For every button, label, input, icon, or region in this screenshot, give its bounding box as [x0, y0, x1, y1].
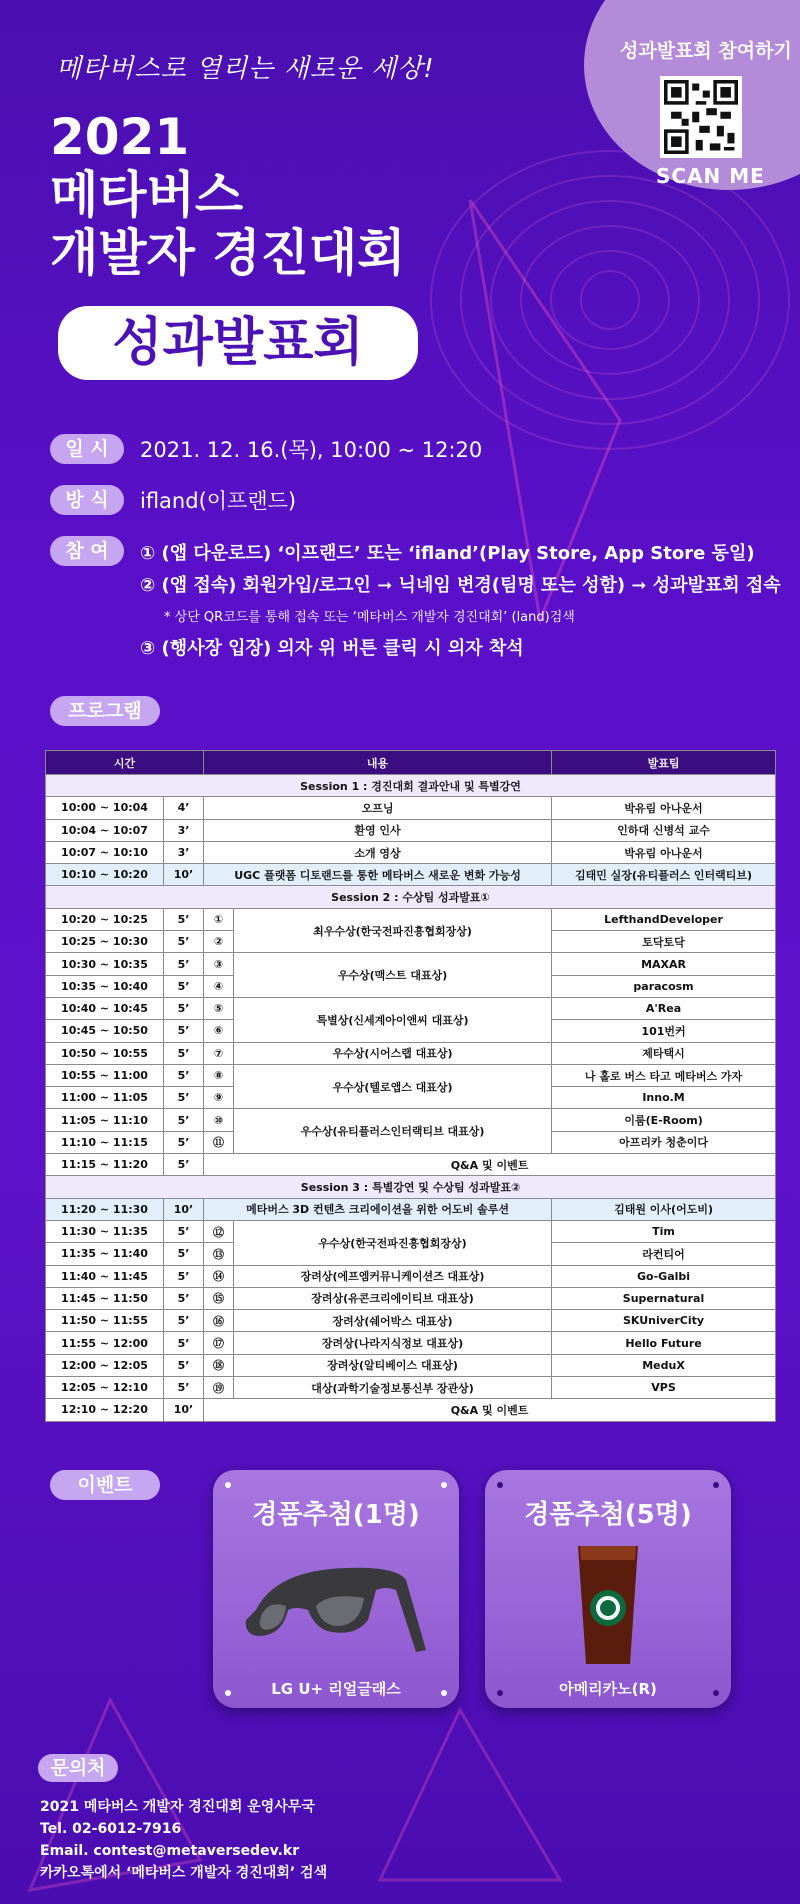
- duration-cell: 5’: [164, 1064, 204, 1086]
- time-cell: 10:10 ~ 10:20: [46, 864, 164, 886]
- duration-cell: 5’: [164, 1131, 204, 1153]
- time-cell: 10:20 ~ 10:25: [46, 908, 164, 930]
- time-cell: 10:50 ~ 10:55: [46, 1042, 164, 1064]
- team-cell: A'Rea: [552, 997, 776, 1019]
- join-step-1: ① (앱 다운로드) ‘이프랜드’ 또는 ‘ifland’(Play Store, App Store 동일): [140, 543, 755, 564]
- qr-code-icon: [664, 80, 738, 154]
- duration-cell: 5’: [164, 997, 204, 1019]
- time-cell: 11:40 ~ 11:45: [46, 1265, 164, 1287]
- time-cell: 11:15 ~ 11:20: [46, 1154, 164, 1176]
- card-dot: [441, 1482, 447, 1488]
- duration-cell: 5’: [164, 1265, 204, 1287]
- duration-cell: 5’: [164, 931, 204, 953]
- title-line-metaverse: 메타버스: [50, 166, 244, 224]
- scan-me-label: SCAN ME: [656, 164, 765, 188]
- join-tag: 참 여: [50, 536, 124, 566]
- date-text: 2021. 12. 16.(목), 10:00 ~ 12:20: [140, 438, 483, 462]
- contact-email[interactable]: Email. contest@metaversedev.kr: [40, 1843, 300, 1859]
- number-cell: ⑮: [204, 1287, 234, 1309]
- table-row: [46, 1198, 776, 1220]
- info-method: [50, 485, 296, 515]
- time-cell: 10:00 ~ 10:04: [46, 797, 164, 819]
- team-cell: MAXAR: [552, 953, 776, 975]
- number-cell: ⑫: [204, 1220, 234, 1242]
- contact-org: 2021 메타버스 개발자 경진대회 운영사무국: [40, 1799, 315, 1815]
- americano-image: [508, 1540, 708, 1670]
- team-cell: 토닥토닥: [552, 931, 776, 953]
- header-time: 시간: [46, 751, 204, 775]
- contact-tag: 문의처: [38, 1754, 118, 1782]
- duration-cell: 5’: [164, 1377, 204, 1399]
- number-cell: ③: [204, 953, 234, 975]
- number-cell: ⑱: [204, 1354, 234, 1376]
- table-row: [46, 1265, 776, 1287]
- session-row: [46, 1176, 776, 1198]
- duration-cell: 5’: [164, 1354, 204, 1376]
- number-cell: ⑪: [204, 1131, 234, 1153]
- team-cell: 아프리카 청춘이다: [552, 1131, 776, 1153]
- team-cell: VPS: [552, 1377, 776, 1399]
- number-cell: ⑬: [204, 1243, 234, 1265]
- content-cell: UGC 플랫폼 디토랜드를 통한 메타버스 새로운 변화 가능성: [204, 864, 552, 886]
- team-cell: 이룸(E-Room): [552, 1109, 776, 1131]
- duration-cell: 5’: [164, 1020, 204, 1042]
- team-cell: 라컨티어: [552, 1243, 776, 1265]
- duration-cell: 3’: [164, 819, 204, 841]
- table-row: [46, 908, 776, 930]
- join-step-2: ② (앱 접속) 회원가입/로그인 ➞ 닉네임 변경(팀명 또는 성함) ➞ 성과발표회 접속: [140, 575, 781, 596]
- time-cell: 11:35 ~ 11:40: [46, 1243, 164, 1265]
- team-cell: LefthandDeveloper: [552, 908, 776, 930]
- info-date: [50, 434, 482, 464]
- duration-cell: 5’: [164, 1042, 204, 1064]
- prize-1-label: LG U+ 리얼글래스: [271, 1680, 401, 1698]
- award-cell: 우수상(텔로앱스 대표상): [234, 1064, 552, 1109]
- header-team: 발표팀: [552, 751, 776, 775]
- card-dot: [225, 1482, 231, 1488]
- team-cell: Inno.M: [552, 1087, 776, 1109]
- award-cell: 특별상(신세계아이앤씨 대표상): [234, 997, 552, 1042]
- number-cell: ⑥: [204, 1020, 234, 1042]
- table-row: [46, 1154, 776, 1176]
- time-cell: 10:25 ~ 10:30: [46, 931, 164, 953]
- session-3-title: Session 3 : 특별강연 및 수상팀 성과발표②: [46, 1176, 776, 1198]
- table-row: [46, 1310, 776, 1332]
- team-cell: 101번커: [552, 1020, 776, 1042]
- session-1-title: Session 1 : 경진대회 결과안내 및 특별강연: [46, 775, 776, 797]
- session-row: [46, 886, 776, 908]
- team-cell: Hello Future: [552, 1332, 776, 1354]
- time-cell: 10:35 ~ 10:40: [46, 975, 164, 997]
- award-cell: 우수상(유티플러스인터랙티브 대표상): [234, 1109, 552, 1154]
- prize-2-title: 경품추첨(5명): [524, 1500, 692, 1530]
- time-cell: 11:50 ~ 11:55: [46, 1310, 164, 1332]
- program-tag: 프로그램: [50, 696, 160, 726]
- prize-card-1: [213, 1470, 459, 1708]
- award-cell: 우수상(맥스트 대표상): [234, 953, 552, 998]
- award-cell: 장려상(에프엠커뮤니케이션즈 대표상): [234, 1265, 552, 1287]
- time-cell: 10:30 ~ 10:35: [46, 953, 164, 975]
- event-tag: 이벤트: [50, 1470, 160, 1500]
- duration-cell: 5’: [164, 1310, 204, 1332]
- method-text: ifland(이프랜드): [140, 489, 297, 513]
- duration-cell: 10’: [164, 1399, 204, 1421]
- table-row: [46, 841, 776, 863]
- time-cell: 11:10 ~ 11:15: [46, 1131, 164, 1153]
- number-cell: ⑤: [204, 997, 234, 1019]
- duration-cell: 5’: [164, 1109, 204, 1131]
- time-cell: 10:55 ~ 11:00: [46, 1064, 164, 1086]
- team-cell: SKUniverCity: [552, 1310, 776, 1332]
- page-title: [50, 108, 406, 282]
- contact-kakao: 카카오톡에서 ‘메타버스 개발자 경진대회’ 검색: [40, 1865, 328, 1881]
- duration-cell: 5’: [164, 1332, 204, 1354]
- team-cell: 나 홀로 버스 타고 메타버스 가자: [552, 1064, 776, 1086]
- number-cell: ⑩: [204, 1109, 234, 1131]
- prize-card-2: [485, 1470, 731, 1708]
- date-tag: 일 시: [50, 434, 124, 464]
- program-table: [45, 750, 776, 1422]
- award-cell: 대상(과학기술정보통신부 장관상): [234, 1377, 552, 1399]
- team-cell: 인하대 신병석 교수: [552, 819, 776, 841]
- prize-1-title: 경품추첨(1명): [252, 1500, 420, 1530]
- time-cell: 11:30 ~ 11:35: [46, 1220, 164, 1242]
- award-cell: 우수상(시어스랩 대표상): [234, 1042, 552, 1064]
- time-cell: 10:07 ~ 10:10: [46, 841, 164, 863]
- award-cell: 장려상(유콘크리에이티브 대표상): [234, 1287, 552, 1309]
- table-row: [46, 1220, 776, 1242]
- join-note: * 상단 QR코드를 통해 접속 또는 ‘메타버스 개발자 경진대회’ (land)검색: [164, 610, 575, 625]
- duration-cell: 5’: [164, 1243, 204, 1265]
- team-cell: paracosm: [552, 975, 776, 997]
- content-cell: 메타버스 3D 컨텐츠 크리에이션을 위한 어도비 솔루션: [204, 1198, 552, 1220]
- number-cell: ⑧: [204, 1064, 234, 1086]
- method-tag: 방 식: [50, 485, 124, 515]
- time-cell: 11:55 ~ 12:00: [46, 1332, 164, 1354]
- number-cell: ⑰: [204, 1332, 234, 1354]
- team-cell: Go-Galbi: [552, 1265, 776, 1287]
- number-cell: ⑯: [204, 1310, 234, 1332]
- card-dot: [497, 1482, 503, 1488]
- title-line-year: 2021: [50, 108, 190, 166]
- prize-2-label: 아메리카노(R): [559, 1680, 657, 1698]
- number-cell: ⑦: [204, 1042, 234, 1064]
- join-step-3: ③ (행사장 입장) 의자 위 버튼 클릭 시 의자 착석: [140, 638, 524, 659]
- content-cell: 소개 영상: [204, 841, 552, 863]
- team-cell: MeduX: [552, 1354, 776, 1376]
- time-cell: 12:10 ~ 12:20: [46, 1399, 164, 1421]
- time-cell: 10:04 ~ 10:07: [46, 819, 164, 841]
- info-join: [50, 536, 140, 566]
- duration-cell: 10’: [164, 1198, 204, 1220]
- number-cell: ④: [204, 975, 234, 997]
- duration-cell: 5’: [164, 1154, 204, 1176]
- award-cell: 장려상(나라지식정보 대표상): [234, 1332, 552, 1354]
- slogan: 메타버스로 열리는 새로운 세상!: [56, 54, 435, 84]
- duration-cell: 5’: [164, 1220, 204, 1242]
- time-cell: 11:00 ~ 11:05: [46, 1087, 164, 1109]
- duration-cell: 5’: [164, 1287, 204, 1309]
- table-row: [46, 953, 776, 975]
- award-cell: 우수상(한국전파진흥협회장상): [234, 1220, 552, 1265]
- table-row: [46, 819, 776, 841]
- content-cell: Q&A 및 이벤트: [204, 1399, 776, 1421]
- duration-cell: 3’: [164, 841, 204, 863]
- ar-glasses-image: [236, 1540, 436, 1670]
- award-cell: 장려상(알티베이스 대표상): [234, 1354, 552, 1376]
- session-row: [46, 775, 776, 797]
- table-row: [46, 1399, 776, 1421]
- header-content: 내용: [204, 751, 552, 775]
- duration-cell: 5’: [164, 975, 204, 997]
- time-cell: 10:40 ~ 10:45: [46, 997, 164, 1019]
- duration-cell: 5’: [164, 1087, 204, 1109]
- iced-coffee-icon: [508, 1540, 708, 1670]
- time-cell: 12:00 ~ 12:05: [46, 1354, 164, 1376]
- time-cell: 11:20 ~ 11:30: [46, 1198, 164, 1220]
- content-cell: 오프닝: [204, 797, 552, 819]
- table-row: [46, 1287, 776, 1309]
- team-cell: Supernatural: [552, 1287, 776, 1309]
- ar-glasses-icon: [236, 1540, 436, 1670]
- qr-code[interactable]: [660, 76, 742, 158]
- time-cell: 12:05 ~ 12:10: [46, 1377, 164, 1399]
- contact-info: [40, 1796, 327, 1884]
- time-cell: 11:05 ~ 11:10: [46, 1109, 164, 1131]
- number-cell: ⑲: [204, 1377, 234, 1399]
- qr-title: 성과발표회 참여하기: [620, 40, 792, 62]
- table-row: [46, 1354, 776, 1376]
- award-cell: 장려상(쉐어박스 대표상): [234, 1310, 552, 1332]
- duration-cell: 5’: [164, 953, 204, 975]
- duration-cell: 10’: [164, 864, 204, 886]
- table-row: [46, 1377, 776, 1399]
- duration-cell: 4’: [164, 797, 204, 819]
- duration-cell: 5’: [164, 908, 204, 930]
- team-cell: 김태민 실장(유티플러스 인터랙티브): [552, 864, 776, 886]
- content-cell: 환영 인사: [204, 819, 552, 841]
- team-cell: 제타택시: [552, 1042, 776, 1064]
- team-cell: 박유림 아나운서: [552, 797, 776, 819]
- title-line-contest: 개발자 경진대회: [50, 224, 406, 282]
- table-row: [46, 1332, 776, 1354]
- time-cell: 10:45 ~ 10:50: [46, 1020, 164, 1042]
- table-row: [46, 1042, 776, 1064]
- contact-tel: Tel. 02-6012-7916: [40, 1821, 182, 1837]
- card-dot: [713, 1482, 719, 1488]
- number-cell: ⑭: [204, 1265, 234, 1287]
- table-row: [46, 864, 776, 886]
- number-cell: ⑨: [204, 1087, 234, 1109]
- time-cell: 11:45 ~ 11:50: [46, 1287, 164, 1309]
- team-cell: Tim: [552, 1220, 776, 1242]
- number-cell: ①: [204, 908, 234, 930]
- subtitle-pill: 성과발표회: [58, 306, 418, 380]
- table-header-row: [46, 751, 776, 775]
- content-cell: Q&A 및 이벤트: [204, 1154, 776, 1176]
- table-row: [46, 1064, 776, 1086]
- number-cell: ②: [204, 931, 234, 953]
- team-cell: 김태원 이사(어도비): [552, 1198, 776, 1220]
- table-row: [46, 1109, 776, 1131]
- team-cell: 박유림 아나운서: [552, 841, 776, 863]
- award-cell: 최우수상(한국전파진흥협회장상): [234, 908, 552, 953]
- table-row: [46, 797, 776, 819]
- session-2-title: Session 2 : 수상팀 성과발표①: [46, 886, 776, 908]
- table-row: [46, 997, 776, 1019]
